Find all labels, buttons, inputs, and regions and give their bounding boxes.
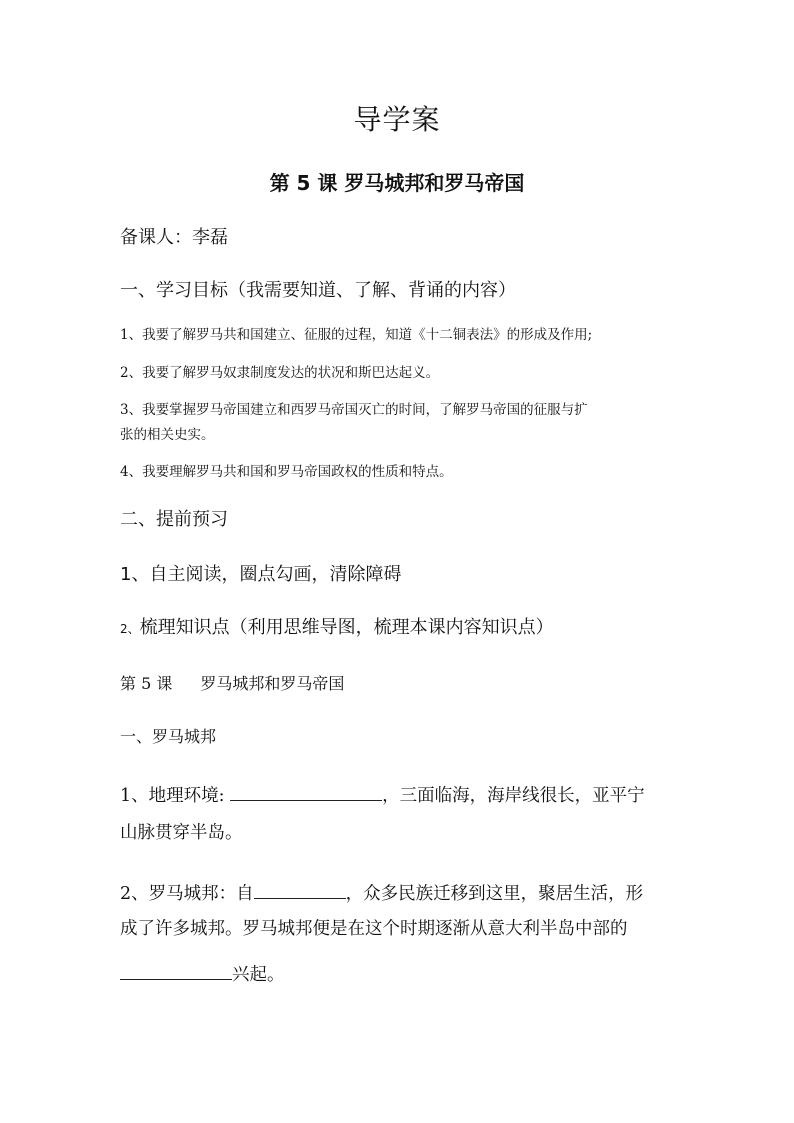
city-line-1 [120,882,643,904]
preview-heading: 二、提前预习 [120,509,228,530]
geo-blank[interactable] [230,784,382,801]
city-line-3-suffix: 兴起。 [232,965,285,985]
city-blank-2[interactable] [120,963,232,980]
objective-item-3: 3、我要掌握罗马帝国建立和西罗马帝国灭亡的时间，了解罗马帝国的征服与扩 [120,402,588,418]
city-prefix: 2、罗马城邦：自 [120,884,254,904]
objective-item-1: 1、我要了解罗马共和国建立、征服的过程，知道《十二铜表法》的形成及作用; [120,327,593,343]
geo-suffix: ，三面临海，海岸线很长，亚平宁 [382,786,645,806]
geo-line-2: 山脉贯穿半岛。 [120,823,243,843]
geo-prefix: 1、地理环境: [120,786,225,806]
city-suffix: ，众多民族迁移到这里，聚居生活，形 [345,884,644,904]
lesson-title: 第 5 课 罗马城邦和罗马帝国 [269,171,525,195]
objectives-heading: 一、学习目标（我需要知道、了解、背诵的内容） [120,280,516,301]
outline-section-1: 一、罗马城邦 [120,727,217,746]
preview-item-2-number: 2、 [120,622,140,636]
main-title: 导学案 [353,103,441,136]
objective-item-2: 2、我要了解罗马奴隶制度发达的状况和斯巴达起义。 [120,365,440,381]
city-line-3 [120,963,285,985]
author-line: 备课人：李磊 [120,227,228,248]
city-blank-1[interactable] [254,882,346,899]
outline-lesson-label: 第 5 课 [120,674,173,693]
objective-item-3-continued: 张的相关史实。 [120,427,215,443]
outline-lesson-name: 罗马城邦和罗马帝国 [200,674,345,693]
outline-lesson-line [120,676,344,692]
objective-item-4: 4、我要理解罗马共和国和罗马帝国政权的性质和特点。 [120,464,453,480]
preview-item-2 [120,619,554,637]
city-line-2: 成了许多城邦。罗马城邦便是在这个时期逐渐从意大利半岛中部的 [120,919,628,939]
preview-item-1: 1、自主阅读，圈点勾画，清除障碍 [120,564,402,585]
preview-item-2-text: 梳理知识点（利用思维导图，梳理本课内容知识点） [139,617,554,638]
geo-line-1 [120,784,645,806]
